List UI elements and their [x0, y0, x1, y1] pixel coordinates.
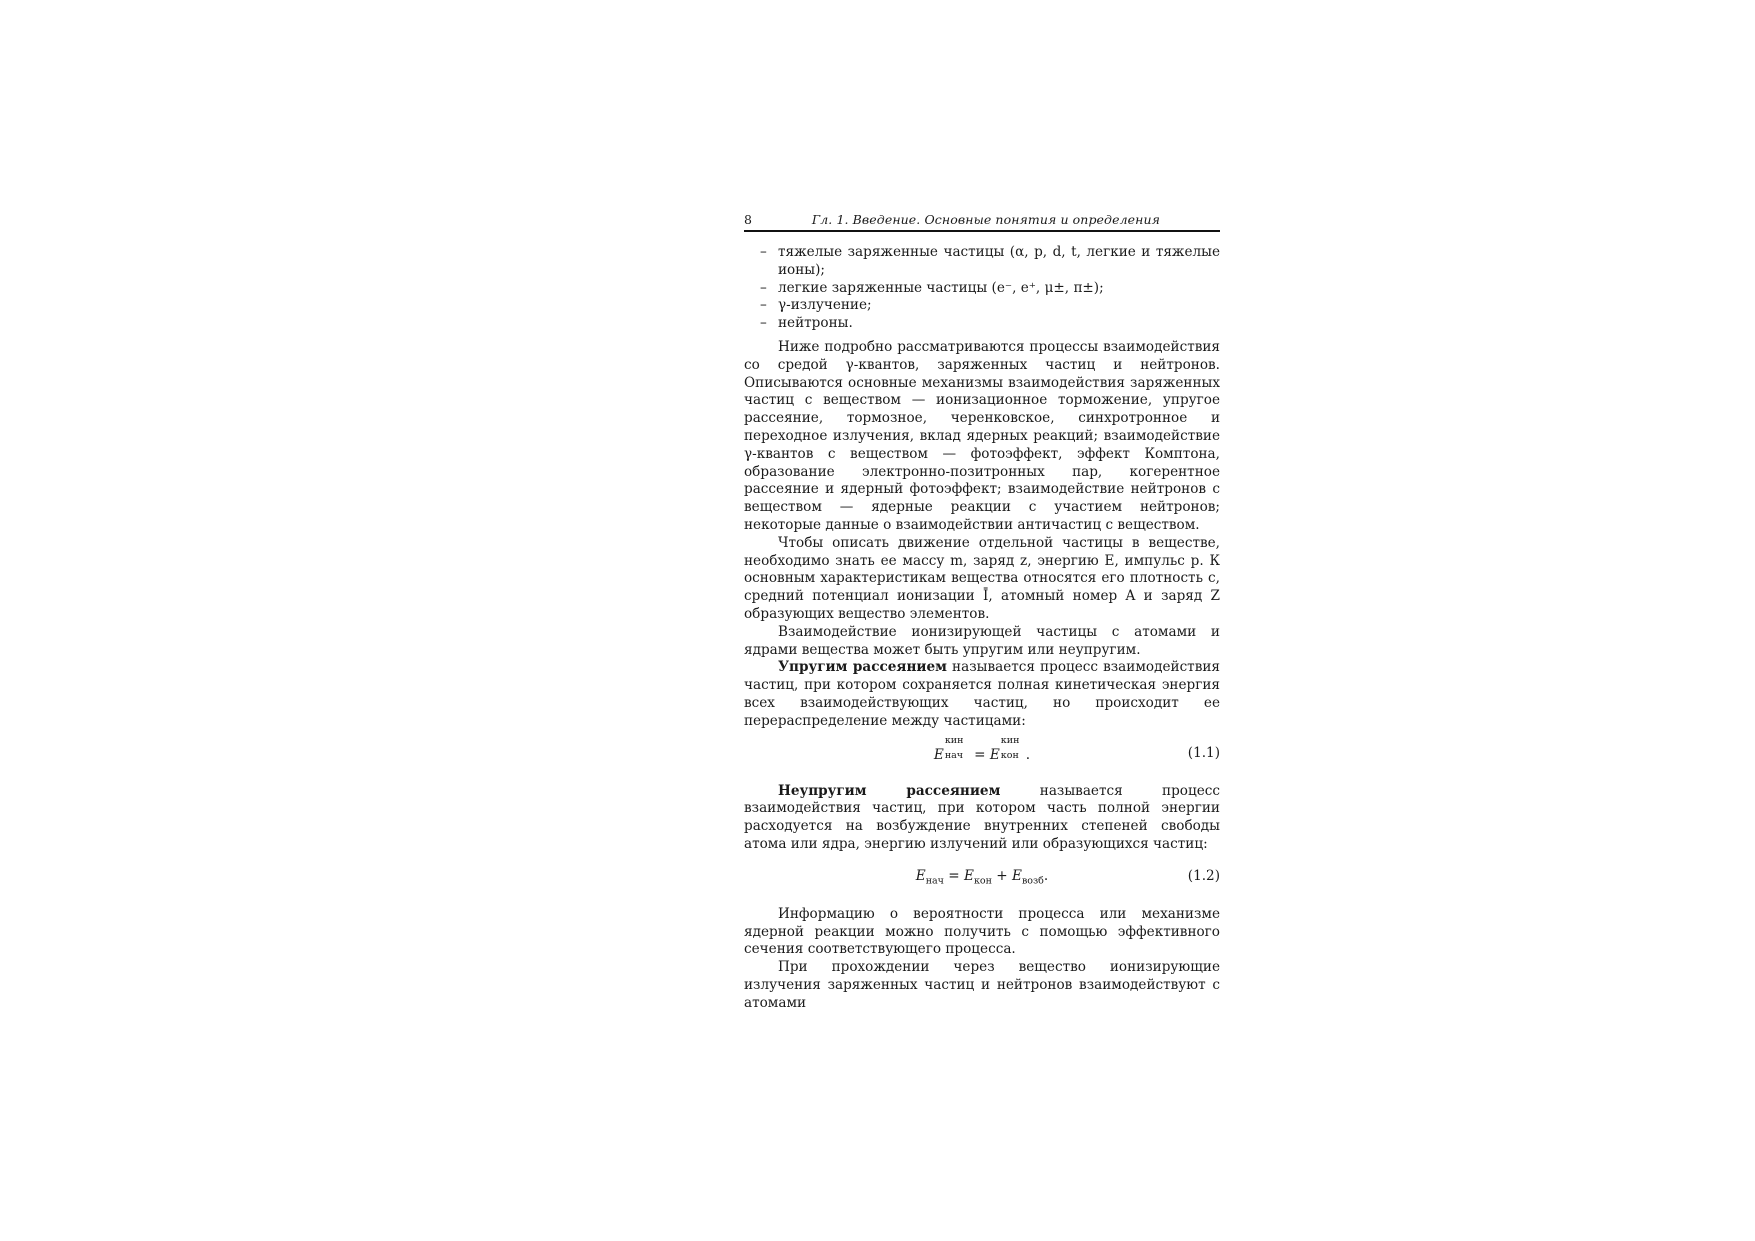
- paragraph-passage: При прохождении через вещество ионизирующие излучения заряженных частиц и нейтронов взаимодействуют с атомами: [744, 959, 1220, 1011]
- list-dash: –: [760, 279, 767, 296]
- eq1-rhs-sub: кон: [1000, 749, 1019, 761]
- page-number: 8: [744, 212, 752, 227]
- list-item: [744, 280, 1220, 298]
- list-dash: –: [760, 244, 767, 260]
- eq2-lhs-symbol: E: [915, 867, 926, 884]
- eq1-lhs-sup: кин: [944, 734, 964, 746]
- eq2-equals: =: [943, 867, 965, 884]
- term-inelastic-scattering: Неупругим рассеянием: [778, 782, 1001, 799]
- particle-type-list: [744, 244, 1220, 333]
- equation-1-1: [744, 734, 1220, 767]
- list-item: [744, 244, 1220, 280]
- list-dash: –: [760, 315, 767, 332]
- list-item: [744, 315, 1220, 333]
- equation-number: (1.1): [1187, 744, 1220, 761]
- paragraph-cross-section: Информацию о вероятности процесса или механизме ядерной реакции можно получить с помощью эффективного сечения соответствующего процесса.: [744, 905, 1220, 958]
- eq1-lhs-indices: [944, 734, 970, 761]
- list-item-text: γ-излучение;: [778, 297, 872, 314]
- eq2-term2-symbol: E: [964, 867, 974, 884]
- running-header: [744, 210, 1220, 232]
- eq2-lhs-sub: нач: [925, 875, 944, 887]
- book-page: [744, 210, 1220, 1012]
- eq2-term2-sub: кон: [973, 875, 992, 887]
- eq1-period: .: [1025, 746, 1031, 763]
- equation-number: (1.2): [1187, 867, 1220, 884]
- paragraph-overview: Ниже подробно рассматриваются процессы взаимодействия со средой γ-квантов, заряженных частиц и нейтронов. Описываются основные механизмы взаимодействия заряженных частиц с веществом — ионизационное торможение, упругое рассеяние, тормозное, черенковское, синхротронное и переходное излучения, вклад ядерных реакций; взаимодействие γ-квантов с веществом — фотоэффект, эффект Комптона, образование электронно-позитронных пар, когерентное рассеяние и ядерный фотоэффект; взаимодействие нейтронов с веществом — ядерные реакции с участием нейтронов; некоторые данные о взаимодействии античастиц с веществом.: [744, 338, 1220, 533]
- eq2-plus: +: [991, 867, 1012, 884]
- eq1-lhs-symbol: E: [933, 746, 944, 763]
- eq2-period: .: [1043, 867, 1049, 884]
- eq1-equals: =: [969, 746, 990, 763]
- equation-1-2-body: [744, 868, 1220, 891]
- paragraph-elastic-scattering: [744, 659, 1220, 730]
- list-item-text: нейтроны.: [778, 315, 853, 332]
- eq1-rhs-symbol: E: [989, 746, 1000, 763]
- list-dash: –: [760, 297, 767, 314]
- list-item-text: легкие заряженные частицы (e⁻, e⁺, μ±, π±);: [778, 279, 1104, 296]
- eq2-term3-sub: возб: [1021, 875, 1044, 887]
- paragraph-inelastic-scattering: [744, 783, 1220, 854]
- list-item-text: тяжелые заряженные частицы (α, p, d, t, легкие и тяжелые ионы);: [778, 244, 1220, 278]
- term-elastic-scattering: Упругим рассеянием: [778, 659, 947, 676]
- paragraph-particle-motion: Чтобы описать движение отдельной частицы в веществе, необходимо знать ее массу m, заряд z, энергию E, импульс p. К основным характеристикам вещества относятся его плотность c, средний потенциал ионизации Ī, атомный номер A и заряд Z образующих вещество элементов.: [744, 534, 1220, 622]
- eq1-rhs-sup: кин: [1000, 734, 1020, 746]
- elastic-definition: называется процесс взаимодействия частиц, при котором сохраняется полная кинетическая энергия всех взаимодействующих частиц, но происходит ее перераспределение между частицами:: [744, 659, 1220, 729]
- running-title: Гл. 1. Введение. Основные понятия и определения: [811, 212, 1160, 227]
- eq1-rhs-indices: [1000, 734, 1026, 761]
- eq1-lhs-sub: нач: [944, 749, 964, 761]
- eq2-term3-symbol: E: [1012, 867, 1022, 884]
- inelastic-definition: называется процесс взаимодействия частиц, при котором часть полной энергии расходуется на возбуждение внутренних степеней свободы атома или ядра, энергию излучений или образующихся частиц:: [744, 782, 1221, 852]
- equation-1-1-body: [744, 734, 1220, 765]
- paragraph-interaction-types: Взаимодействие ионизирующей частицы с атомами и ядрами вещества может быть упругим или неупругим.: [744, 623, 1220, 658]
- equation-1-2: [744, 868, 1220, 890]
- page-body: [744, 244, 1220, 1012]
- list-item: [744, 297, 1220, 315]
